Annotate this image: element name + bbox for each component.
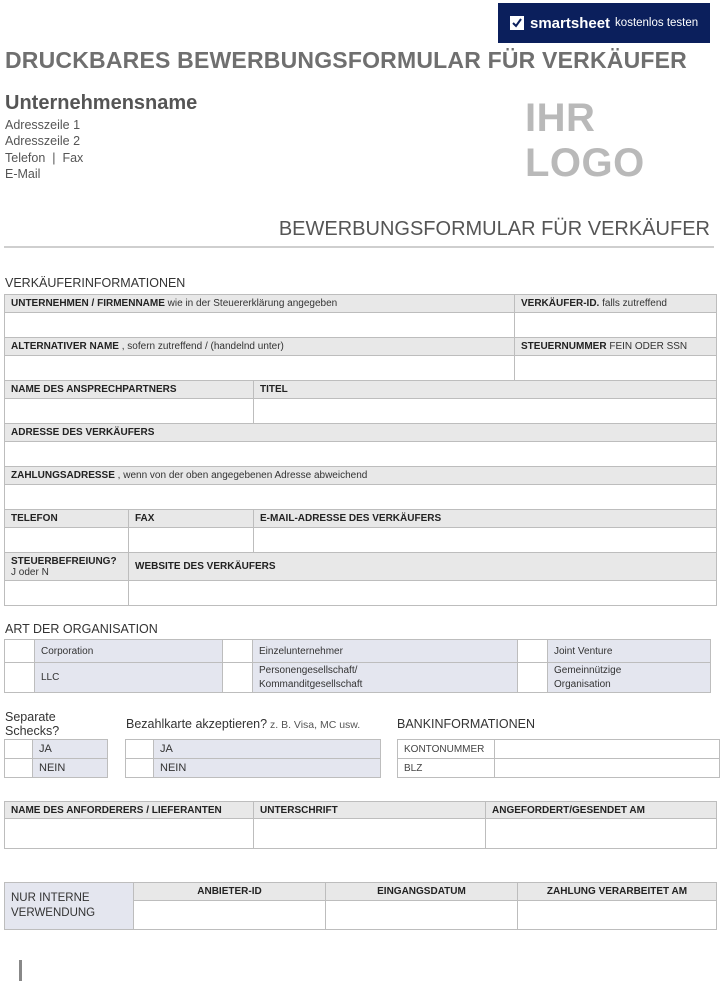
fax-header: FAX <box>129 510 254 528</box>
joint-venture-option: Joint Venture <box>548 640 711 663</box>
received-date-header: EINGANGSDATUM <box>326 883 518 901</box>
requester-header: NAME DES ANFORDERERS / LIEFERANTEN <box>5 802 254 819</box>
nonprofit-option: Gemeinnützige Organisation <box>548 663 711 693</box>
tax-exempt-field[interactable] <box>5 581 129 606</box>
logo-placeholder: IHR LOGO <box>525 96 645 185</box>
company-name-field[interactable] <box>5 313 515 338</box>
partnership-checkbox[interactable] <box>223 663 253 693</box>
llc-checkbox[interactable] <box>5 663 35 693</box>
requested-date-header: ANGEFORDERT/GESENDET AM <box>486 802 717 819</box>
divider <box>4 246 714 248</box>
card-accepted-label: Bezahlkarte akzeptieren? z. B. Visa, MC usw. <box>126 717 361 731</box>
requester-field[interactable] <box>5 819 254 849</box>
website-field[interactable] <box>129 581 717 606</box>
title-field[interactable] <box>254 399 717 424</box>
separate-checks-table <box>4 739 108 778</box>
contact-name-field[interactable] <box>5 399 254 424</box>
card-yes: JA <box>154 740 381 759</box>
form-title: BEWERBUNGSFORMULAR FÜR VERKÄUFER <box>278 218 710 240</box>
card-no: NEIN <box>154 759 381 778</box>
vendor-id-field[interactable] <box>515 313 717 338</box>
received-date-field[interactable] <box>326 901 518 930</box>
blz-field[interactable] <box>495 759 720 778</box>
llc-option: LLC <box>35 663 223 693</box>
account-number-label: KONTONUMMER <box>398 740 495 759</box>
company-name-header: UNTERNEHMEN / FIRMENNAME wie in der Steuererklärung angegeben <box>5 295 515 313</box>
address-line-2: Adresszeile 2 <box>5 134 81 148</box>
vendor-info-section-title: VERKÄUFERINFORMATIONEN <box>5 276 186 290</box>
smartsheet-logo-icon <box>510 16 524 30</box>
separate-checks-yes-checkbox[interactable] <box>5 740 33 759</box>
banner-cta[interactable]: kostenlos testen <box>615 17 699 29</box>
email-line: E-Mail <box>5 167 41 181</box>
card-no-checkbox[interactable] <box>126 759 154 778</box>
joint-venture-checkbox[interactable] <box>518 640 548 663</box>
smartsheet-banner[interactable] <box>498 3 710 43</box>
separate-checks-yes: JA <box>33 740 108 759</box>
alt-name-header: ALTERNATIVER NAME , sofern zutreffend / (handelnd unter) <box>5 338 515 356</box>
signature-field[interactable] <box>254 819 486 849</box>
vendor-info-table <box>4 294 717 606</box>
document-title: DRUCKBARES BEWERBUNGSFORMULAR FÜR VERKÄUFER <box>5 47 687 73</box>
phone-field[interactable] <box>5 528 129 553</box>
sole-proprietor-checkbox[interactable] <box>223 640 253 663</box>
tax-number-field[interactable] <box>515 356 717 381</box>
email-field[interactable] <box>254 528 717 553</box>
email-header: E-MAIL-ADRESSE DES VERKÄUFERS <box>254 510 717 528</box>
banner-brand: smartsheet <box>530 14 611 32</box>
signature-header: UNTERSCHRIFT <box>254 802 486 819</box>
corporation-option: Corporation <box>35 640 223 663</box>
fax-field[interactable] <box>129 528 254 553</box>
phone-fax-line: Telefon | Fax <box>5 151 84 165</box>
corporation-checkbox[interactable] <box>5 640 35 663</box>
partnership-option: Personengesellschaft/ Kommanditgesellschaft <box>253 663 518 693</box>
contact-name-header: NAME DES ANSPRECHPARTNERS <box>5 381 254 399</box>
separate-checks-no: NEIN <box>33 759 108 778</box>
nonprofit-checkbox[interactable] <box>518 663 548 693</box>
bank-info-table <box>397 739 720 778</box>
company-name: Unternehmensname <box>5 92 198 114</box>
requested-date-field[interactable] <box>486 819 717 849</box>
vendor-address-header: ADRESSE DES VERKÄUFERS <box>5 424 717 442</box>
page-marker <box>19 960 22 981</box>
card-yes-checkbox[interactable] <box>126 740 154 759</box>
payment-processed-field[interactable] <box>518 901 717 930</box>
separate-checks-label: Separate Schecks? <box>5 710 60 738</box>
separate-checks-no-checkbox[interactable] <box>5 759 33 778</box>
internal-use-label: NUR INTERNE VERWENDUNG <box>5 883 134 930</box>
alt-name-field[interactable] <box>5 356 515 381</box>
provider-id-field[interactable] <box>134 901 326 930</box>
internal-use-table <box>4 882 717 930</box>
phone-header: TELEFON <box>5 510 129 528</box>
sole-proprietor-option: Einzelunternehmer <box>253 640 518 663</box>
card-accepted-table <box>125 739 381 778</box>
tax-exempt-header: STEUERBEFREIUNG? J oder N <box>5 553 129 581</box>
title-header: TITEL <box>254 381 717 399</box>
org-type-section-title: ART DER ORGANISATION <box>5 622 158 636</box>
org-type-table <box>4 639 711 693</box>
signature-table <box>4 801 717 849</box>
payment-address-field[interactable] <box>5 485 717 510</box>
blz-label: BLZ <box>398 759 495 778</box>
vendor-address-field[interactable] <box>5 442 717 467</box>
vendor-id-header: VERKÄUFER-ID. falls zutreffend <box>515 295 717 313</box>
website-header: WEBSITE DES VERKÄUFERS <box>129 553 717 581</box>
account-number-field[interactable] <box>495 740 720 759</box>
payment-processed-header: ZAHLUNG VERARBEITET AM <box>518 883 717 901</box>
payment-address-header: ZAHLUNGSADRESSE , wenn von der oben angegebenen Adresse abweichend <box>5 467 717 485</box>
bank-info-title: BANKINFORMATIONEN <box>397 717 535 731</box>
provider-id-header: ANBIETER-ID <box>134 883 326 901</box>
address-line-1: Adresszeile 1 <box>5 118 81 132</box>
tax-number-header: STEUERNUMMER FEIN ODER SSN <box>515 338 717 356</box>
